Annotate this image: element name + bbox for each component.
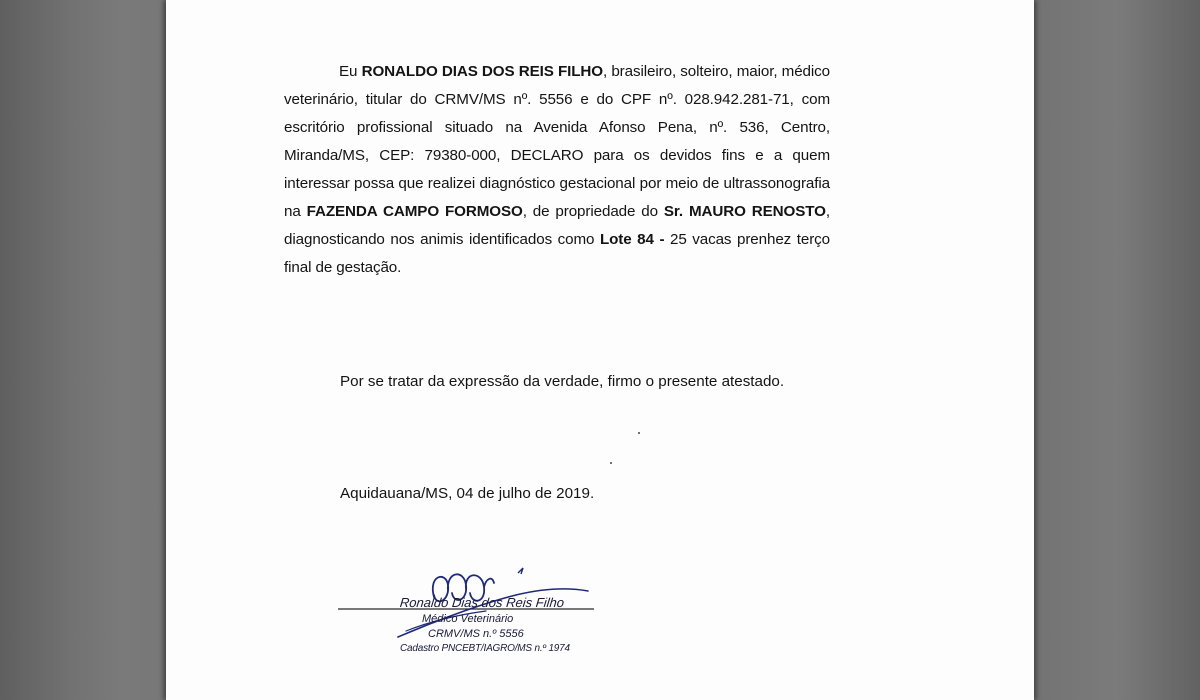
document-viewer-right-margin: [1034, 0, 1200, 700]
declaration-text-4: , diagnosticando nos animis identificados como: [284, 203, 830, 248]
signature-crmv: CRMV/MS n.º 5556: [428, 628, 524, 640]
declarant-name: RONALDO DIAS DOS REIS FILHO: [361, 63, 604, 80]
signature-stamp: [336, 565, 626, 685]
place-and-date: Aquidauana/MS, 04 de julho de 2019.: [340, 485, 595, 502]
scan-speck: [610, 462, 612, 464]
document-page: [166, 0, 1034, 700]
signature-cadastro: Cadastro PNCEBT/IAGRO/MS n.º 1974: [400, 643, 570, 654]
signature-name: Ronaldo Dias dos Reis Filho: [399, 595, 565, 610]
declaration-text-5: 25 vacas prenhez terço final de gestação.: [284, 231, 830, 276]
declaration-paragraph: [284, 58, 830, 282]
owner-name: Sr. MAURO RENOSTO: [663, 203, 826, 220]
declaration-text-3: , de propriedade do: [522, 203, 664, 220]
declaration-text-1: Eu: [339, 63, 362, 80]
signature-title: Médico Veterinário: [422, 613, 514, 625]
farm-name: FAZENDA CAMPO FORMOSO: [306, 203, 523, 220]
scan-speck: [638, 432, 640, 434]
closing-statement: Por se tratar da expressão da verdade, firmo o presente atestado.: [340, 373, 785, 390]
lot-label: Lote 84 -: [599, 231, 665, 248]
declaration-text-2: , brasileiro, solteiro, maior, médico veterinário, titular do CRMV/MS nº. 5556 e do CPF nº. 028.942.281-71, com escritório profissional situado na Avenida Afonso Pena, nº. 536, Centro, Miranda/MS, CEP: 79380-000, DECLARO para os devidos fins e a quem interessar possa que realizei diagnóstico gestacional por meio de ultrassonografia na: [284, 63, 831, 220]
handwritten-signature: [336, 565, 626, 685]
